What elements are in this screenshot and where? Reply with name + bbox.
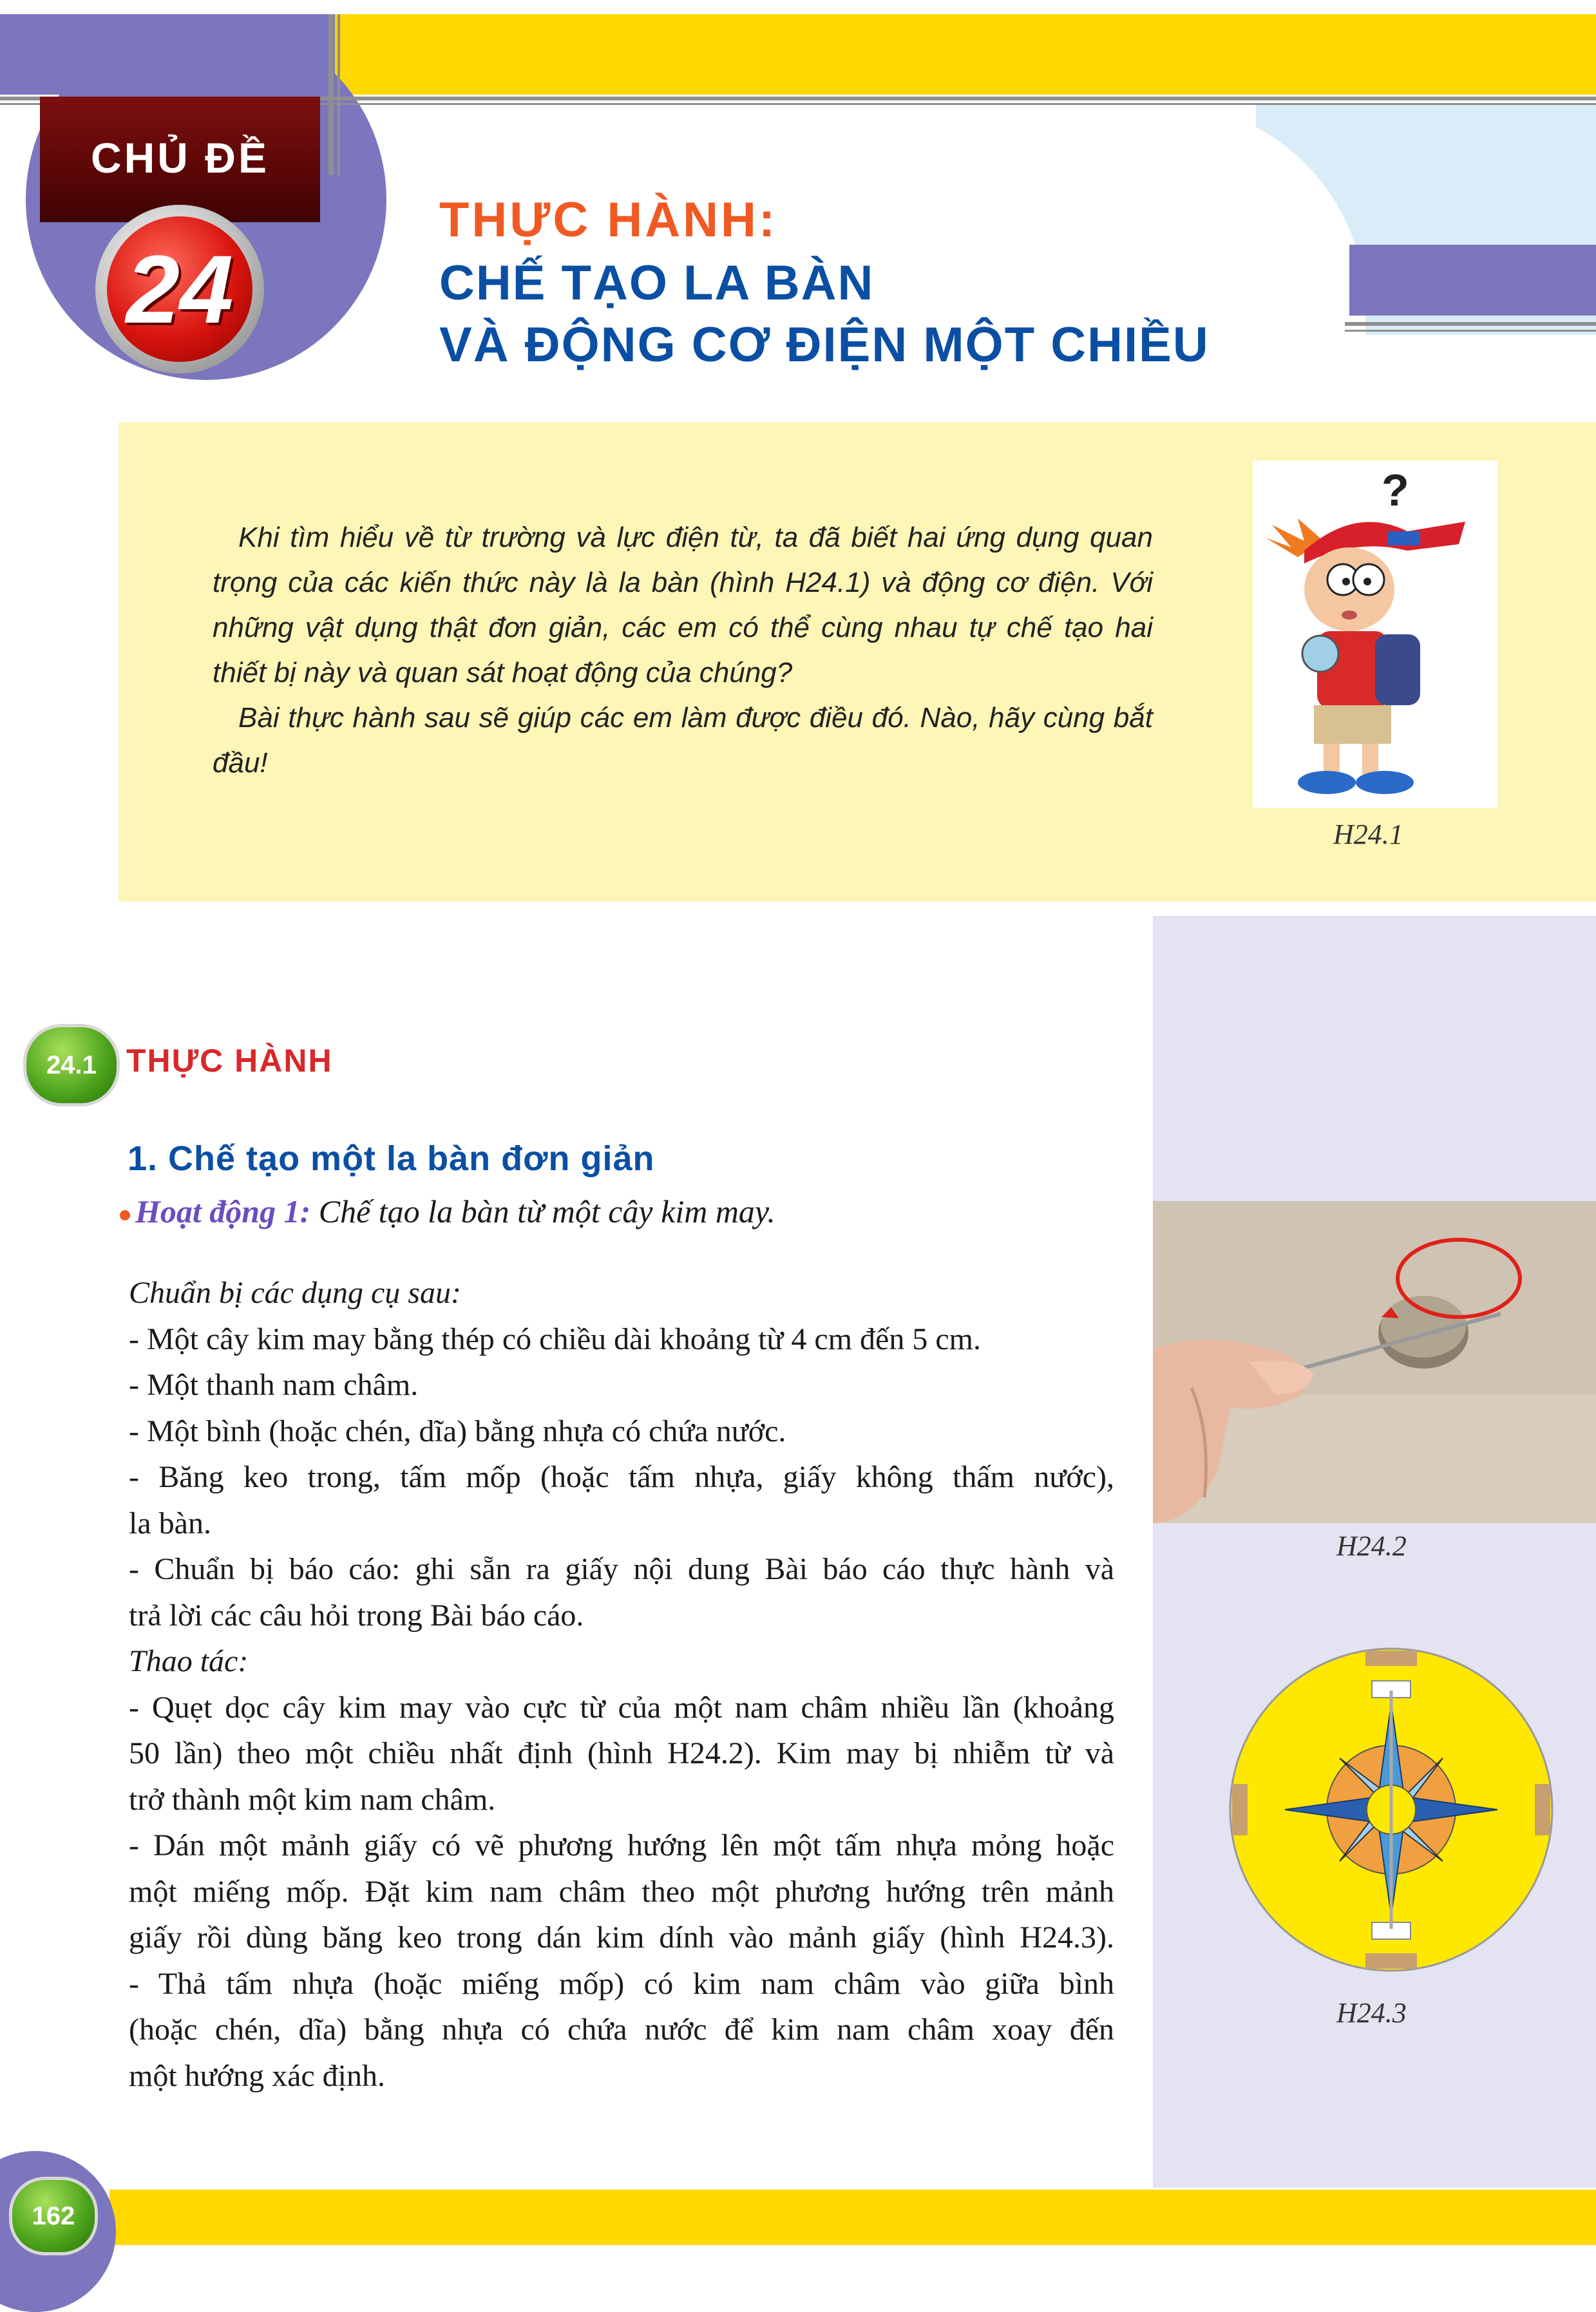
body-line: 50 lần) theo một chiều nhất định (hình H24.2). Kim may bị nhiễm từ và	[129, 1736, 1114, 1770]
header-right-rule-thin	[1345, 330, 1596, 332]
footer-yellow-band	[109, 2190, 1596, 2245]
page-number: 162	[9, 2177, 98, 2255]
body-line: - Một bình (hoặc chén, dĩa) bằng nhựa có chứa nước.	[129, 1414, 786, 1448]
figure-h24-3-compass-diagram	[1227, 1645, 1555, 1974]
body-line: giấy rồi dùng băng keo trong dán kim dính vào mảnh giấy (hình H24.3).	[129, 1920, 1114, 1955]
subsection-title: 1. Chế tạo một la bàn đơn giản	[128, 1139, 655, 1178]
magnetizing-needle-photo	[1153, 1201, 1596, 1523]
header-vertical-rule	[328, 14, 334, 175]
body-line: - Một cây kim may bằng thép có chiều dài khoảng từ 4 cm đến 5 cm.	[129, 1322, 981, 1356]
section-title: THỰC HÀNH	[126, 1043, 333, 1079]
body-line: (hoặc chén, dĩa) bằng nhựa có chứa nước để kim nam châm xoay đến	[129, 2013, 1114, 2047]
header-yellow-band	[335, 14, 1596, 95]
header-right-rule	[1345, 322, 1596, 326]
body-line: - Dán một mảnh giấy có vẽ phương hướng lên một tấm nhựa mỏng hoặc	[129, 1828, 1114, 1862]
body-line: một hướng xác định.	[129, 2058, 386, 2093]
body-line: Chuẩn bị các dụng cụ sau:	[129, 1276, 461, 1310]
body-line: - Băng keo trong, tấm mốp (hoặc tấm nhựa, giấy không thấm nước),	[129, 1460, 1114, 1494]
body-line: Thao tác:	[129, 1644, 249, 1678]
intro-paragraph-1: Khi tìm hiểu về từ trường và lực điện từ, ta đã biết hai ứng dụng quan trọng của các kiến thức này là la bàn (hình H24.1) và động cơ điện. Với những vật dụng thật đơn giản, các em có thể cùng nhau tự chế tạo hai thiết bị này và quan sát hoạt động của chúng?	[213, 522, 1153, 688]
body-line: - Thả tấm nhựa (hoặc miếng mốp) có kim nam châm vào giữa bình	[129, 1966, 1114, 2001]
activity-label: Hoạt động 1:	[135, 1193, 311, 1229]
figure-caption-h24-1: H24.1	[1333, 819, 1403, 850]
curious-kid-illustration	[1253, 460, 1497, 808]
intro-paragraph-2: Bài thực hành sau sẽ giúp các em làm được điều đó. Nào, hãy cùng bắt đầu!	[213, 702, 1153, 779]
body-line: trở thành một kim nam châm.	[129, 1782, 496, 1817]
header-vertical-rule-thin	[337, 14, 340, 175]
section-number-badge: 24.1	[23, 1024, 120, 1106]
body-line: - Một thanh nam châm.	[129, 1368, 419, 1402]
activity-text: Chế tạo la bàn từ một cây kim may.	[310, 1193, 775, 1229]
body-line: một miếng mốp. Đặt kim nam châm theo một phương hướng trên mảnh	[129, 1874, 1114, 1909]
paper-compass-rose-icon	[1227, 1645, 1555, 1974]
figure-h24-2-photo	[1153, 1201, 1596, 1523]
instruction-body	[129, 1270, 1114, 2099]
figure-caption-h24-3: H24.3	[1336, 1997, 1407, 2029]
body-line: - Chuẩn bị báo cáo: ghi sẵn ra giấy nội dung Bài báo cáo thực hành và	[129, 1552, 1114, 1586]
body-line: - Quẹt dọc cây kim may vào cực từ của một nam châm nhiều lần (khoảng	[129, 1690, 1114, 1725]
page-title-line3: VÀ ĐỘNG CƠ ĐIỆN MỘT CHIỀU	[439, 317, 1210, 372]
body-line: la bàn.	[129, 1506, 211, 1540]
page-title-line2: CHẾ TẠO LA BÀN	[439, 256, 875, 310]
header-purple-right-band	[1349, 245, 1596, 316]
kid-with-compass-icon	[1253, 460, 1497, 808]
figure-caption-h24-2: H24.2	[1336, 1530, 1407, 1562]
body-line: trả lời các câu hỏi trong Bài báo cáo.	[129, 1598, 584, 1633]
topic-label: CHỦ ĐỀ	[40, 97, 320, 222]
page-title-line1: THỰC HÀNH:	[439, 193, 778, 247]
bullet-dot-icon	[120, 1210, 130, 1220]
topic-number-badge: 24	[107, 216, 252, 362]
svg-text:?: ?	[1382, 465, 1409, 515]
intro-text	[213, 515, 1153, 786]
activity-line	[120, 1193, 775, 1230]
